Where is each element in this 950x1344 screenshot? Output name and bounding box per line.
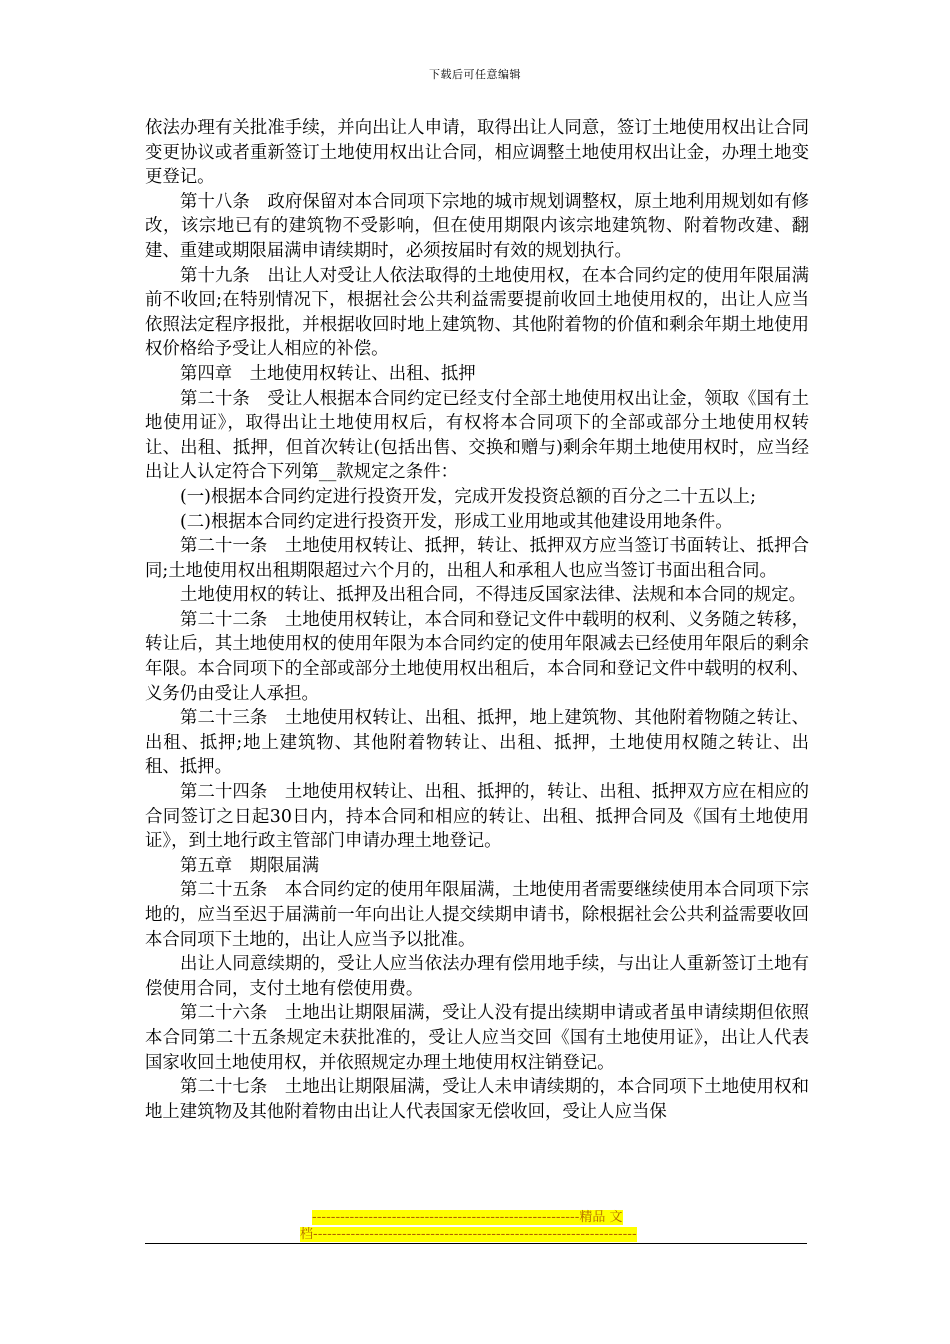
paragraph: 第二十条 受让人根据本合同约定已经支付全部土地使用权出让金，领取《国有土地使用证》，取得出让土地使用权后，有权将本合同项下的全部或部分土地使用权转让、出租、抵押，但首次转让(包括出售、交换和赠与)剩余年期土地使用权时，应当经出让人认定符合下列第__款规定之条件： bbox=[145, 388, 809, 483]
paragraph: 第二十七条 土地出让期限届满，受让人未申请续期的，本合同项下土地使用权和地上建筑物及其他附着物由出让人代表国家无偿收回，受让人应当保 bbox=[145, 1077, 809, 1122]
footer-line-1: ---------------------------------------------------------精品 文 bbox=[312, 1210, 623, 1225]
paragraph: 第二十六条 土地出让期限届满，受让人没有提出续期申请或者虽申请续期但依照本合同第二十五条规定未获批准的，受让人应当交回《国有土地使用证》，出让人代表国家收回土地使用权，并依照规定办理土地使用权注销登记。 bbox=[145, 1003, 809, 1073]
paragraph: 第十九条 出让人对受让人依法取得的土地使用权，在本合同约定的使用年限届满前不收回;在特别情况下，根据社会公共利益需要提前收回土地使用权的，出让人应当依照法定程序报批，并根据收回时地上建筑物、其他附着物的价值和剩余年期土地使用权价格给予受让人相应的补偿。 bbox=[145, 265, 809, 360]
paragraph: 土地使用权的转让、抵押及出租合同，不得违反国家法律、法规和本合同的规定。 bbox=[180, 585, 807, 606]
header-note: 下载后可任意编辑 bbox=[429, 68, 521, 81]
paragraph: 第二十四条 土地使用权转让、出租、抵押的，转让、出租、抵押双方应在相应的合同签订之日起30日内，持本合同和相应的转让、出租、抵押合同及《国有土地使用证》，到土地行政主管部门申请办理土地登记。 bbox=[145, 782, 809, 852]
footer-divider bbox=[145, 1243, 807, 1244]
paragraph: 第二十五条 本合同约定的使用年限届满，土地使用者需要继续使用本合同项下宗地的，应当至迟于届满前一年向出让人提交续期申请书，除根据社会公共利益需要收回本合同项下土地的，出让人应当予以批准。 bbox=[145, 880, 809, 950]
paragraph: 第五章 期限届满 bbox=[180, 855, 320, 876]
paragraph: 第二十三条 土地使用权转让、出租、抵押，地上建筑物、其他附着物随之转让、出租、抵押;地上建筑物、其他附着物转让、出租、抵押，土地使用权随之转让、出租、抵押。 bbox=[145, 708, 809, 778]
paragraph: 第二十一条 土地使用权转让、抵押，转让、抵押双方应当签订书面转让、抵押合同;土地使用权出租期限超过六个月的，出租人和承租人也应当签订书面出租合同。 bbox=[145, 536, 809, 581]
footer-line-2: 档--------------------------------------------------------------------- bbox=[300, 1227, 637, 1242]
paragraph: (二)根据本合同约定进行投资开发，形成工业用地或其他建设用地条件。 bbox=[180, 511, 733, 532]
footer-watermark bbox=[300, 1209, 660, 1243]
paragraph: 第二十二条 土地使用权转让，本合同和登记文件中载明的权利、义务随之转移，转让后，其土地使用权的使用年限为本合同约定的使用年限减去已经使用年限后的剩余年限。本合同项下的全部或部分土地使用权出租后，本合同和登记文件中载明的权利、义务仍由受让人承担。 bbox=[145, 609, 809, 704]
paragraph: 第十八条 政府保留对本合同项下宗地的城市规划调整权，原土地利用规划如有修改，该宗地已有的建筑物不受影响，但在使用期限内该宗地建筑物、附着物改建、翻建、重建或期限届满申请续期时，必须按届时有效的规划执行。 bbox=[145, 191, 809, 261]
paragraph: 出让人同意续期的，受让人应当依法办理有偿用地手续，与出让人重新签订土地有偿使用合同，支付土地有偿使用费。 bbox=[145, 954, 809, 999]
paragraph: (一)根据本合同约定进行投资开发，完成开发投资总额的百分之二十五以上; bbox=[180, 486, 756, 507]
document-body bbox=[145, 116, 809, 1124]
paragraph: 第四章 土地使用权转让、出租、抵押 bbox=[180, 363, 476, 384]
paragraph: 依法办理有关批准手续，并向出让人申请，取得出让人同意，签订土地使用权出让合同变更协议或者重新签订土地使用权出让合同，相应调整土地使用权出让金，办理土地变更登记。 bbox=[145, 118, 809, 188]
